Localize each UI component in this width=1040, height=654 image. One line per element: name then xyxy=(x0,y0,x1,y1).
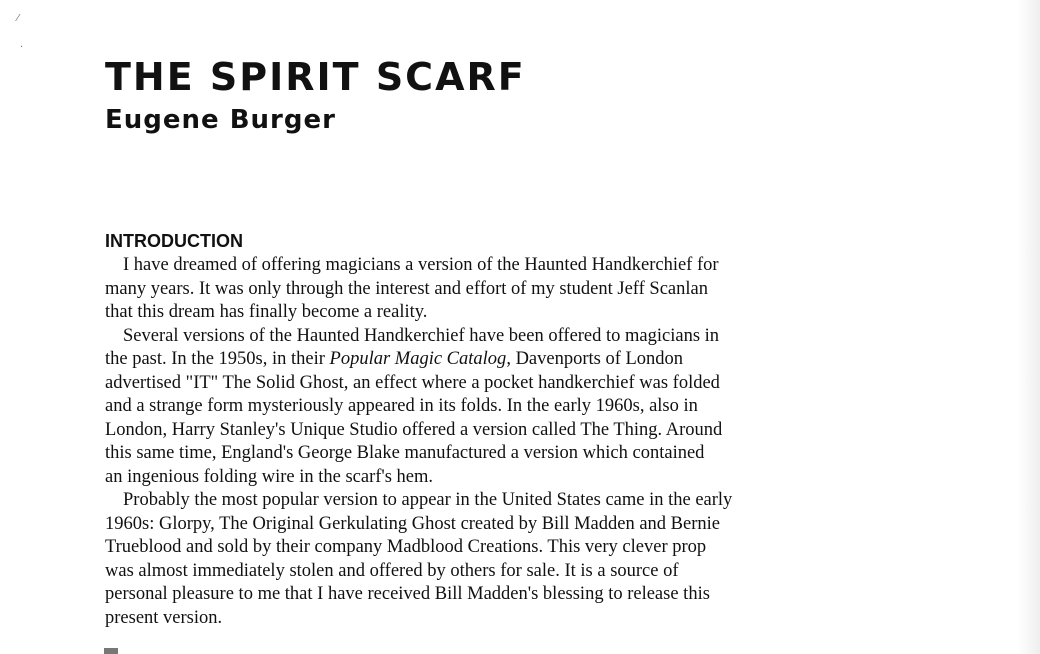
paragraph-3 xyxy=(105,489,905,630)
author-name: Eugene Burger xyxy=(105,105,336,135)
text-line: 1960s: Glorpy, The Original Gerkulating Ghost created by Bill Madden and Bernie xyxy=(105,513,720,534)
section-heading-introduction: INTRODUCTION xyxy=(105,231,243,251)
introduction-body xyxy=(105,254,905,630)
document-title: THE SPIRIT SCARF xyxy=(105,55,526,99)
scan-mark: · xyxy=(20,42,24,53)
text-line: London, Harry Stanley's Unique Studio offered a version called The Thing. Around xyxy=(105,419,723,440)
text-line: that this dream has finally become a reality. xyxy=(105,302,428,322)
text-fragment: , Davenports of London xyxy=(506,349,684,369)
italic-catalog-title: Popular Magic Catalog xyxy=(329,349,507,369)
text-line: advertised "IT" The Solid Ghost, an effect where a pocket handkerchief was folded xyxy=(105,372,720,393)
cropped-next-line-fragment xyxy=(104,648,118,654)
text-line: and a strange form mysteriously appeared in its folds. In the early 1960s, also in xyxy=(105,396,698,416)
text-line: personal pleasure to me that I have received Bill Madden's blessing to release this xyxy=(105,584,710,604)
text-line: many years. It was only through the interest and effort of my student Jeff Scanlan xyxy=(105,278,708,299)
text-line: was almost immediately stolen and offered by others for sale. It is a source of xyxy=(105,560,679,581)
text-line: this same time, England's George Blake manufactured a version which contained xyxy=(105,443,705,463)
text-line: Several versions of the Haunted Handkerchief have been offered to magicians in xyxy=(123,325,720,346)
paragraph-2 xyxy=(105,325,905,490)
text-line: Probably the most popular version to appear in the United States came in the early xyxy=(123,490,733,510)
text-fragment: the past. In the 1950s, in their xyxy=(105,349,330,369)
text-line: I have dreamed of offering magicians a version of the Haunted Handkerchief for xyxy=(123,255,719,275)
scan-mark: ⁄ xyxy=(17,13,19,24)
text-line-with-italic-catalog xyxy=(105,348,905,372)
text-line: an ingenious folding wire in the scarf's hem. xyxy=(105,466,434,487)
text-line: Trueblood and sold by their company Madblood Creations. This very clever prop xyxy=(105,537,707,557)
text-line: present version. xyxy=(105,607,223,628)
page-edge-shadow xyxy=(1018,0,1040,654)
paragraph-1 xyxy=(105,254,905,325)
